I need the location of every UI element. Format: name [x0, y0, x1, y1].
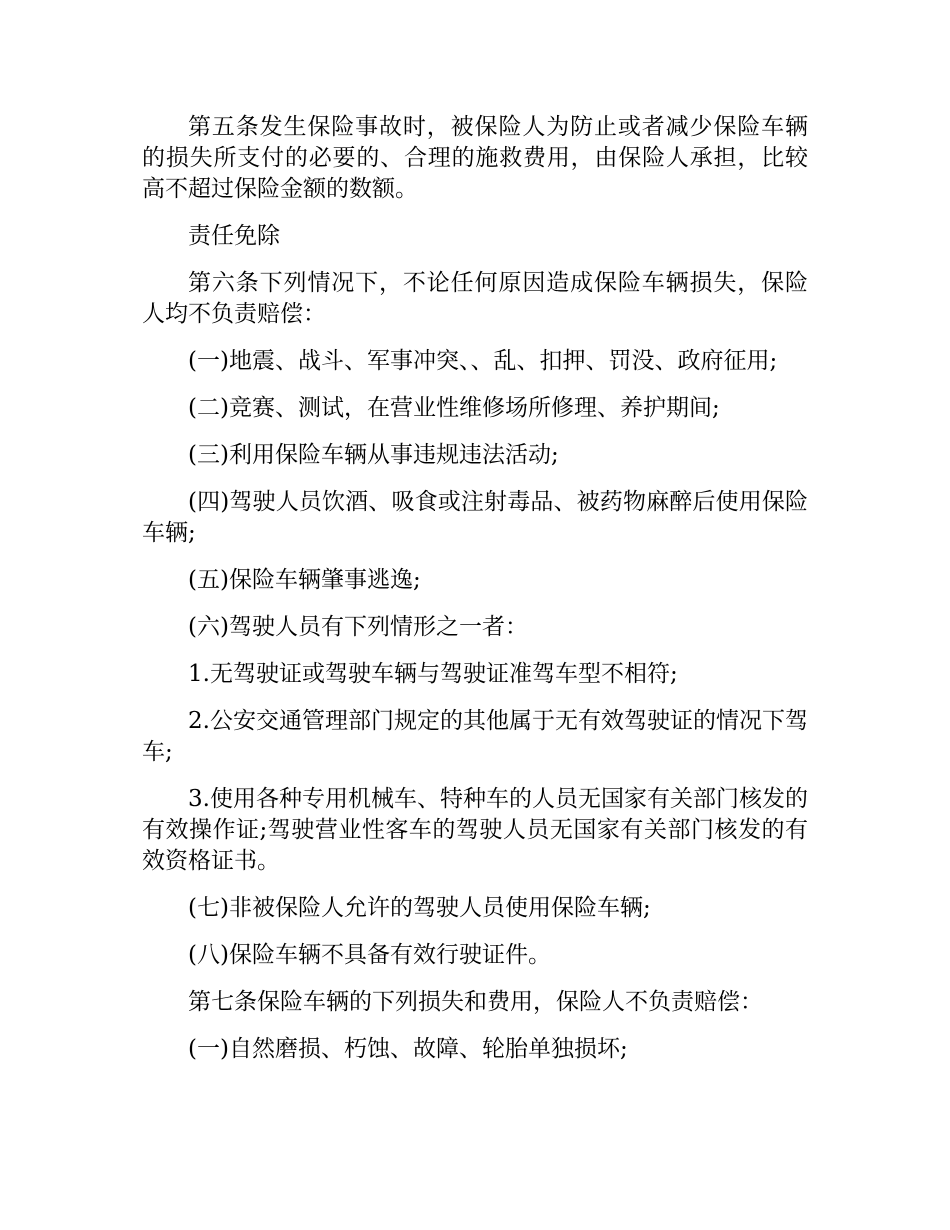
section-heading-exclusions: 责任免除 — [188, 223, 280, 249]
list-item-7-1: (一)自然磨损、朽蚀、故障、轮胎单独损坏; — [188, 1036, 628, 1062]
document-page — [142, 112, 808, 1081]
list-item-6-1: (一)地震、战斗、军事冲突、、乱、扣押、罚没、政府征用; — [188, 348, 778, 374]
paragraph-article-6: 第六条下列情况下，不论任何原因造成保险车辆损失，保险人均不负责赔偿： — [142, 270, 808, 327]
paragraph-article-7: 第七条保险车辆的下列损失和费用，保险人不负责赔偿： — [188, 989, 763, 1015]
sub-item-6-6-2: 2.公安交通管理部门规定的其他属于无有效驾驶证的情况下驾车; — [142, 708, 808, 765]
list-item-6-2: (二)竞赛、测试，在营业性维修场所修理、养护期间; — [188, 395, 720, 421]
sub-item-6-6-3: 3.使用各种专用机械车、特种车的人员无国家有关部门核发的有效操作证;驾驶营业性客车的驾驶人员无国家有关部门核发的有效资格证书。 — [142, 786, 808, 874]
list-item-6-7: (七)非被保险人允许的驾驶人员使用保险车辆; — [188, 895, 651, 921]
paragraph-article-5: 第五条发生保险事故时，被保险人为防止或者减少保险车辆的损失所支付的必要的、合理的施救费用，由保险人承担，比较高不超过保险金额的数额。 — [142, 114, 808, 202]
list-item-6-5: (五)保险车辆肇事逃逸; — [188, 567, 421, 593]
list-item-6-4: (四)驾驶人员饮酒、吸食或注射毒品、被药物麻醉后使用保险车辆; — [142, 489, 808, 546]
sub-item-6-6-1: 1.无驾驶证或驾驶车辆与驾驶证准驾车型不相符; — [188, 661, 678, 687]
list-item-6-8: (八)保险车辆不具备有效行驶证件。 — [188, 942, 551, 968]
list-item-6-3: (三)利用保险车辆从事违规违法活动; — [188, 442, 559, 468]
list-item-6-6: (六)驾驶人员有下列情形之一者： — [188, 614, 528, 640]
